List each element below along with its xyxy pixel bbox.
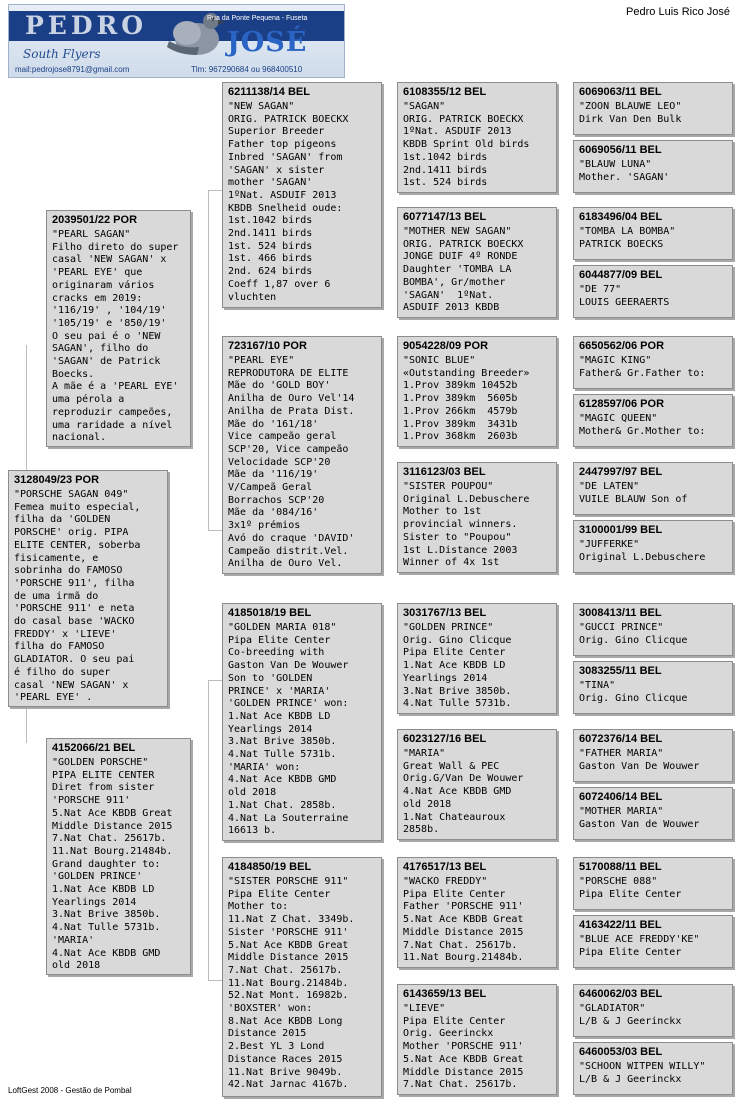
pigeon-description: "PORSCHE SAGAN 049" Femea muito especial, filha da 'GOLDEN PORSCHE' orig. PIPA ELITE CENTER, soberba fisicamente, e sobrinha do FAMOSO 'PORSCHE 911', filha de uma irmã do 'PORSCHE 911' e neta do casal base 'WACKO FREDDY' x 'LIEVE' filha do FAMOSO GLADIATOR. O seu pai é filho do super casal 'NEW SAGAN' x 'PEARL EYE' .	[14, 489, 141, 704]
pigeon-card-great-grandparent[interactable]	[397, 207, 557, 318]
owner-name: Pedro Luis Rico José	[626, 6, 730, 18]
pigeon-card-great-great-grandparent[interactable]	[573, 661, 733, 714]
pigeon-card-great-great-grandparent[interactable]	[573, 265, 733, 318]
pigeon-card-great-great-grandparent[interactable]	[573, 729, 733, 782]
ring-number: 6143659/13 BEL	[403, 988, 487, 1000]
pigeon-description: "SAGAN" ORIG. PATRICK BOECKX 1ºNat. ASDUIF 2013 KBDB Sprint Old birds 1st.1042 birds 2nd.1411 birds 1st. 524 birds	[403, 101, 530, 189]
logo-subtitle: South Flyers	[23, 47, 101, 61]
ring-number: 9054228/09 POR	[403, 340, 489, 352]
pigeon-card-great-great-grandparent[interactable]	[573, 336, 733, 389]
ring-number: 6069056/11 BEL	[579, 144, 662, 156]
ring-number: 2039501/22 POR	[52, 214, 138, 226]
pigeon-card-subject[interactable]	[8, 470, 168, 707]
pigeon-card-great-great-grandparent[interactable]	[573, 394, 733, 447]
pigeon-card-great-great-grandparent[interactable]	[573, 1042, 733, 1095]
logo-name-bottom: JOSÉ	[227, 27, 308, 58]
pigeon-card-great-great-grandparent[interactable]	[573, 82, 733, 135]
ring-number: 3116123/03 BEL	[403, 466, 486, 478]
pigeon-description: "SONIC BLUE" «Outstanding Breeder» 1.Prov 389km 10452b 1.Prov 389km 5605b 1.Prov 266km 4579b 1.Prov 389km 3431b 1.Prov 368km 2603b	[403, 355, 530, 443]
pigeon-card-grandsire-maternal[interactable]	[222, 603, 382, 841]
pigeon-description: "WACKO FREDDY" Pipa Elite Center Father 'PORSCHE 911' 5.Nat Ace KBDB Great Middle Distance 2015 7.Nat Chat. 25617b. 11.Nat Bourg.21484b.	[403, 876, 524, 964]
pigeon-description: "GOLDEN PORSCHE" PIPA ELITE CENTER Diret from sister 'PORSCHE 911' 5.Nat Ace KBDB Great Middle Distance 2015 7.Nat Chat. 25617b. 11.Nat Bourg.21484b. Grand daughter to: 'GOLDEN PRINCE' 1.Nat Ace KBDB LD Yearlings 2014 3.Nat Brive 3850b. 4.Nat Tulle 5731b. 'MARIA' 4.Nat Ace KBDB GMD old 2018	[52, 757, 173, 972]
pigeon-description: "MARIA" Great Wall & PEC Orig.G/Van De Wouwer 4.Nat Ace KBDB GMD old 2018 1.Nat Chateauroux 2858b.	[403, 748, 524, 836]
pigeon-description: "TOMBA LA BOMBA" PATRICK BOECKS	[579, 226, 676, 250]
pigeon-description: "SISTER POUPOU" Original L.Debuschere Mother to 1st provincial winners. Sister to "Poupou" 1st L.Distance 2003 Winner of 4x 1st	[403, 481, 530, 569]
ring-number: 6044877/09 BEL	[579, 269, 663, 281]
connector-line	[26, 705, 27, 743]
ring-number: 6183496/04 BEL	[579, 211, 663, 223]
ring-number: 6128597/06 POR	[579, 398, 665, 410]
pigeon-card-great-grandparent[interactable]	[397, 336, 557, 447]
pigeon-card-great-great-grandparent[interactable]	[573, 857, 733, 910]
pigeon-card-great-grandparent[interactable]	[397, 857, 557, 968]
ring-number: 4163422/11 BEL	[579, 919, 662, 931]
connector-line	[208, 980, 222, 981]
pigeon-card-granddam-maternal[interactable]	[222, 857, 382, 1097]
pigeon-description: "GUCCI PRINCE" Orig. Gino Clicque	[579, 622, 688, 646]
ring-number: 6077147/13 BEL	[403, 211, 487, 223]
pigeon-description: "TINA" Orig. Gino Clicque	[579, 680, 688, 704]
pigeon-card-great-grandparent[interactable]	[397, 82, 557, 193]
pigeon-card-great-great-grandparent[interactable]	[573, 140, 733, 193]
pigeon-description: "GLADIATOR" L/B & J Geerinckx	[579, 1003, 682, 1027]
ring-number: 2447997/97 BEL	[579, 466, 663, 478]
pigeon-card-great-grandparent[interactable]	[397, 462, 557, 573]
pigeon-description: "GOLDEN PRINCE" Orig. Gino Clicque Pipa Elite Center 1.Nat Ace KBDB LD Yearlings 2014 3.Nat Brive 3850b. 4.Nat Tulle 5731b.	[403, 622, 512, 710]
pigeon-card-great-great-grandparent[interactable]	[573, 520, 733, 573]
pigeon-card-great-grandparent[interactable]	[397, 729, 557, 840]
connector-line	[208, 680, 209, 980]
connector-line	[208, 530, 222, 531]
ring-number: 6460053/03 BEL	[579, 1046, 663, 1058]
ring-number: 4185018/19 BEL	[228, 607, 312, 619]
logo-phone: Tlm: 967290684 ou 968400510	[191, 65, 303, 74]
ring-number: 6072406/14 BEL	[579, 791, 663, 803]
logo-name-top: PEDRO	[25, 11, 148, 40]
pigeon-description: "PORSCHE 088" Pipa Elite Center	[579, 876, 682, 900]
pigeon-card-granddam-paternal[interactable]	[222, 336, 382, 574]
ring-number: 6211138/14 BEL	[228, 86, 310, 98]
pigeon-description: "DE 77" LOUIS GEERAERTS	[579, 284, 670, 308]
pigeon-description: "SCHOON WITPEN WILLY" L/B & J Geerinckx	[579, 1061, 706, 1085]
connector-line	[208, 190, 209, 530]
breeder-logo	[8, 4, 345, 78]
pigeon-card-great-great-grandparent[interactable]	[573, 915, 733, 968]
ring-number: 4184850/19 BEL	[228, 861, 312, 873]
ring-number: 5170088/11 BEL	[579, 861, 662, 873]
ring-number: 4152066/21 BEL	[52, 742, 136, 754]
pigeon-description: "MAGIC KING" Father& Gr.Father to:	[579, 355, 706, 379]
ring-number: 3083255/11 BEL	[579, 665, 662, 677]
pigeon-description: "PEARL SAGAN" Filho direto do super casal 'NEW SAGAN' x 'PEARL EYE' que originaram vários cracks em 2019: '116/19' , '104/19' '105/19' e '850/19' O seu pai é o 'NEW SAGAN', filho do 'SAGAN' de Patrick Boecks. A mãe é a 'PEARL EYE' uma pérola a reproduzir campeões, uma raridade a nível nacional.	[52, 229, 179, 444]
connector-line	[26, 345, 27, 471]
connector-line	[208, 680, 222, 681]
pigeon-description: "DE LATEN" VUILE BLAUW Son of	[579, 481, 688, 505]
pigeon-description: "NEW SAGAN" ORIG. PATRICK BOECKX Superior Breeder Father top pigeons Inbred 'SAGAN' from 'SAGAN' x sister mother 'SAGAN' 1ºNat. ASDUIF 2013 KBDB Snelheid oude: 1st.1042 birds 2nd.1411 birds 1st. 524 birds 1st. 466 birds 2nd. 624 birds Coeff 1,87 over 6 vluchten	[228, 101, 349, 303]
logo-address: Rua da Ponte Pequena - Fuseta	[207, 15, 308, 22]
ring-number: 723167/10 POR	[228, 340, 307, 352]
pigeon-description: "LIEVE" Pipa Elite Center Orig. Geerinckx Mother 'PORSCHE 911' 5.Nat Ace KBDB Great Middle Distance 2015 7.Nat Chat. 25617b.	[403, 1003, 524, 1091]
ring-number: 3031767/13 BEL	[403, 607, 487, 619]
pigeon-card-grandsire-paternal[interactable]	[222, 82, 382, 308]
pigeon-card-great-great-grandparent[interactable]	[573, 787, 733, 840]
pigeon-card-sire[interactable]	[46, 210, 191, 447]
ring-number: 6108355/12 BEL	[403, 86, 487, 98]
pigeon-card-dam[interactable]	[46, 738, 191, 975]
ring-number: 6072376/14 BEL	[579, 733, 663, 745]
ring-number: 3100001/99 BEL	[579, 524, 663, 536]
ring-number: 4176517/13 BEL	[403, 861, 487, 873]
connector-line	[208, 190, 222, 191]
pigeon-description: "GOLDEN MARIA 018" Pipa Elite Center Co-breeding with Gaston Van De Wouwer Son to 'GOLDEN PRINCE' x 'MARIA' 'GOLDEN PRINCE' won: 1.Nat Ace KBDB LD Yearlings 2014 3.Nat Brive 3850b. 4.Nat Tulle 5731b. 'MARIA' won: 4.Nat Ace KBDB GMD old 2018 1.Nat Chat. 2858b. 4.Nat La Souterraine 16613 b.	[228, 622, 349, 837]
pigeon-card-great-great-grandparent[interactable]	[573, 207, 733, 260]
ring-number: 6023127/16 BEL	[403, 733, 487, 745]
pigeon-description: "PEARL EYE" REPRODUTORA DE ELITE Mãe do 'GOLD BOY' Anilha de Ouro Vel'14 Anilha de Prata Dist. Mãe do '161/18' Vice campeão geral SCP'20, Vice campeão Velocidade SCP'20 Mãe da '116/19' V/Campeã Geral Borrachos SCP'20 Mãe da '084/16' 3x1º prémios Avó do craque 'DAVID' Campeão distrit.Vel. Anilha de Ouro Vel.	[228, 355, 355, 570]
pigeon-card-great-great-grandparent[interactable]	[573, 984, 733, 1037]
ring-number: 6069063/11 BEL	[579, 86, 662, 98]
pigeon-description: "BLUE ACE FREDDY'KE" Pipa Elite Center	[579, 934, 700, 958]
pigeon-description: "SISTER PORSCHE 911" Pipa Elite Center Mother to: 11.Nat Z Chat. 3349b. Sister 'PORSCHE 911' 5.Nat Ace KBDB Great Middle Distance 2015 7.Nat Chat. 25617b. 11.Nat Bourg.21484b. 52.Nat Mont. 16982b. 'BOXSTER' won: 8.Nat Ace KBDB Long Distance 2015 2.Best YL 3 Lond Distance Races 2015 11.Nat Brive 9049b. 42.Nat Jarnac 4167b.	[228, 876, 355, 1091]
ring-number: 6650562/06 POR	[579, 340, 665, 352]
ring-number: 6460062/03 BEL	[579, 988, 663, 1000]
pigeon-description: "ZOON BLAUWE LEO" Dirk Van Den Bulk	[579, 101, 682, 125]
pigeon-description: "JUFFERKE" Original L.Debuschere	[579, 539, 706, 563]
logo-email: mail:pedrojose8791@gmail.com	[15, 65, 130, 74]
ring-number: 3008413/11 BEL	[579, 607, 662, 619]
footer-credit: LoftGest 2008 - Gestão de Pombal	[8, 1086, 132, 1095]
pigeon-description: "MOTHER MARIA" Gaston Van de Wouwer	[579, 806, 700, 830]
pigeon-card-great-great-grandparent[interactable]	[573, 603, 733, 656]
pigeon-card-great-great-grandparent[interactable]	[573, 462, 733, 515]
pigeon-card-great-grandparent[interactable]	[397, 984, 557, 1095]
pigeon-card-great-grandparent[interactable]	[397, 603, 557, 714]
pigeon-description: "BLAUW LUNA" Mother. 'SAGAN'	[579, 159, 670, 183]
pigeon-description: "MOTHER NEW SAGAN" ORIG. PATRICK BOECKX JONGE DUIF 4º RONDE Daughter 'TOMBA LA BOMBA', Gr/mother 'SAGAN' 1ºNat. ASDUIF 2013 KBDB	[403, 226, 524, 314]
ring-number: 3128049/23 POR	[14, 474, 100, 486]
pigeon-description: "MAGIC QUEEN" Mother& Gr.Mother to:	[579, 413, 706, 437]
pigeon-description: "FATHER MARIA" Gaston Van De Wouwer	[579, 748, 700, 772]
